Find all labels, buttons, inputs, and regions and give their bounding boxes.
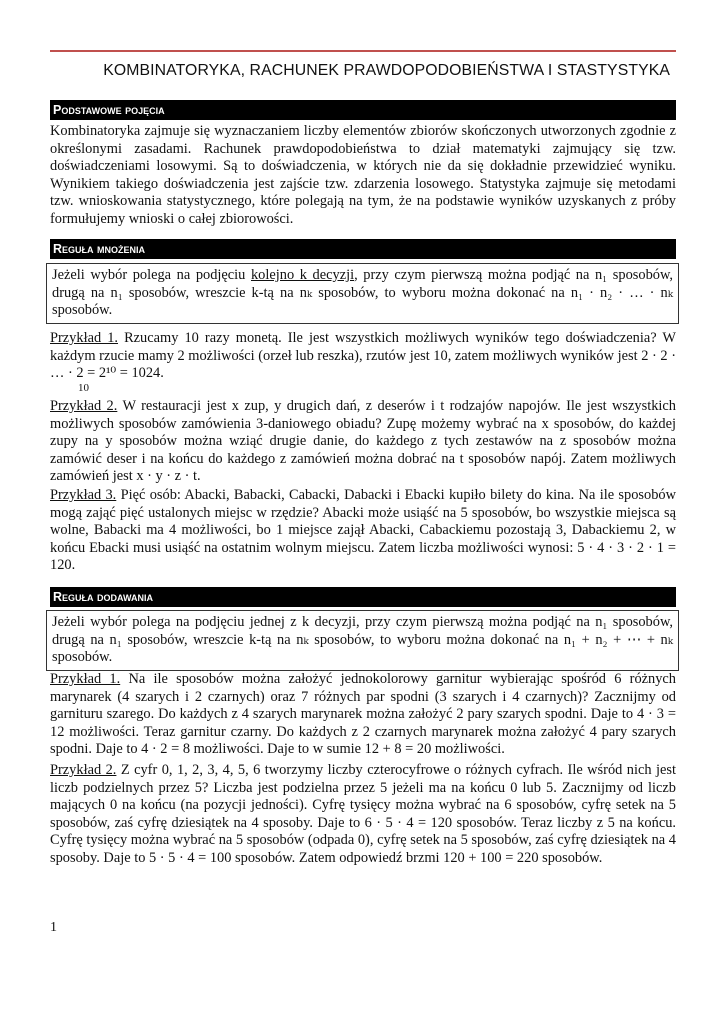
addition-example-2 [50,762,676,867]
header-rule [50,50,676,52]
multiplication-example-3 [50,487,676,575]
multiplication-example-1 [50,330,676,383]
page-title: KOMBINATORYKA, RACHUNEK PRAWDOPODOBIEŃSTWA I STASTYSTYKA [103,62,670,79]
page-number: 1 [50,920,57,935]
example-text: Z cyfr 0, 1, 2, 3, 4, 5, 6 tworzymy liczby czterocyfrowe o różnych cyfrach. Ile wśród nich jest liczb podzielnych przez 5? Liczba jest podzielna przez 5 jeżeli ma na końcu 0 lub 5. Zacznijmy od liczb mających 0 na końcu (na pozycji jedności). Cyfrę tysięcy można wybrać na 6 sposobów, cyfrę setek na 5 sposobów, zaś cyfrę dziesiątek na 4 sposoby. Daje to 6 · 5 · 4 = 120 sposobów. Teraz liczby z 5 na końcu. Cyfrę tysięcy można wybrać na 5 sposobów (odpada 0), cyfrę setek na 5 sposobów, zaś cyfrę dziesiątek na 4 sposoby. Daje to 5 · 5 · 4 = 100 sposobów. Zatem odpowiedź brzmi 120 + 100 = 220 sposobów. [50,762,676,866]
example-label: Przykład 1. [50,330,119,346]
example-label: Przykład 2. [50,398,118,414]
addition-example-1 [50,671,676,759]
rule-text-underlined: kolejno k decyzji [250,267,355,283]
rule-text-start: Jeżeli wybór polega na podjęciu [52,267,251,283]
multiplication-rule-box [46,263,679,324]
multiplication-example-2 [50,398,676,486]
section-heading-addition: Reguła dodawania [50,587,676,607]
rule-text-end: , przy czym pierwszą można podjąć na n₁ sposobów, drugą na n₁ sposobów, wreszcie k-tą na nₖ sposobów, to wyboru można dokonać na n₁ · n₂ · … · nₖ sposobów. [52,267,674,318]
example-label: Przykład 2. [50,762,117,778]
example-text: Rzucamy 10 razy monetą. Ile jest wszystkich możliwych wyników tego doświadczenia? W każdym rzucie mamy 2 możliwości (orzeł lub reszka), rzutów jest 10, zatem możliwych wyników jest [50,330,677,364]
section-heading-multiplication: Reguła mnożenia [50,239,676,259]
example-formula: 2 · 2 · … · 2 = 2¹⁰ = 1024. [50,347,676,381]
brace-label: 10 [78,382,89,394]
example-text: Pięć osób: Abacki, Babacki, Cabacki, Dabacki i Ebacki kupiło bilety do kina. Na ile sposobów mogą zająć pięć ustalonych miejsc w rzędzie? Abacki może usiąść na 5 sposobów, bo wszystkie miejsca są wolne, Babacki ma 4 możliwości, bo 1 miejsce zajął Abacki, Cabackiemu pozostają 3, Dabackiemu 2, w końcu Ebacki musi usiąść na ostatnim wolnym miejscu. Zatem liczba możliwości wynosi: 5 · 4 · 3 · 2 · 1 = 120. [50,487,676,573]
section-heading-basics: Podstawowe pojęcia [50,100,676,120]
basics-paragraph: Kombinatoryka zajmuje się wyznaczaniem liczby elementów zbiorów skończonych utworzonych zgodnie z określonymi zasadami. Rachunek prawdopodobieństwa to dział matematyki zajmujący się tzw. doświadczeniami losowymi. Są to doświadczenia, w których nie da się dokładnie przewidzieć wyniku. Wynikiem takiego doświadczenia jest zajście tzw. zdarzenia losowego. Statystyka zajmuje się metodami tzw. wnioskowania statystycznego, które polegają na tym, że na podstawie wyników uzyskanych z próby formułujemy wnioski o całej zbiorowości. [50,123,676,227]
addition-rule-box: Jeżeli wybór polega na podjęciu jednej z k decyzji, przy czym pierwszą można podjąć na n₁ sposobów, drugą na n₁ sposobów, wreszcie k-tą na nₖ sposobów, to wyboru można dokonać na n₁ + n₂ + ⋯ + nₖ sposobów. [46,610,679,671]
example-text: Na ile sposobów można założyć jednokolorowy garnitur wybierając spośród 6 różnych marynarek (4 szarych i 2 czarnych) oraz 7 różnych par spodni (3 szarych i 4 czarnych)? Zacznijmy od garnituru szarego. Do każdych z 4 szarych marynarek można założyć 2 pary szarych spodni. Daje to 4 · 3 = 12 możliwości. Teraz garnitur czarny. Do każdych z 2 czarnych marynarek można założyć 4 pary szarych spodni. Daje to 4 · 2 = 8 możliwości. Daje to w sumie 12 + 8 = 20 możliwości. [50,671,677,757]
example-label: Przykład 1. [50,671,121,687]
example-text: W restauracji jest x zup, y drugich dań, z deserów i t rodzajów napojów. Ile jest wszystkich możliwych sposobów zamówienia 3-daniowego obiadu? Zupę możemy wybrać na x sposobów, do każdej zupy na y sposobów można wziąć drugie danie, do każdego z tych zestawów na z sposobów można zamówić deser i na końcu do każdego z zamówień można dobrać na t sposobów napój. Zatem możliwych zamówień jest x · y · z · t. [50,398,676,484]
example-label: Przykład 3. [50,487,117,503]
